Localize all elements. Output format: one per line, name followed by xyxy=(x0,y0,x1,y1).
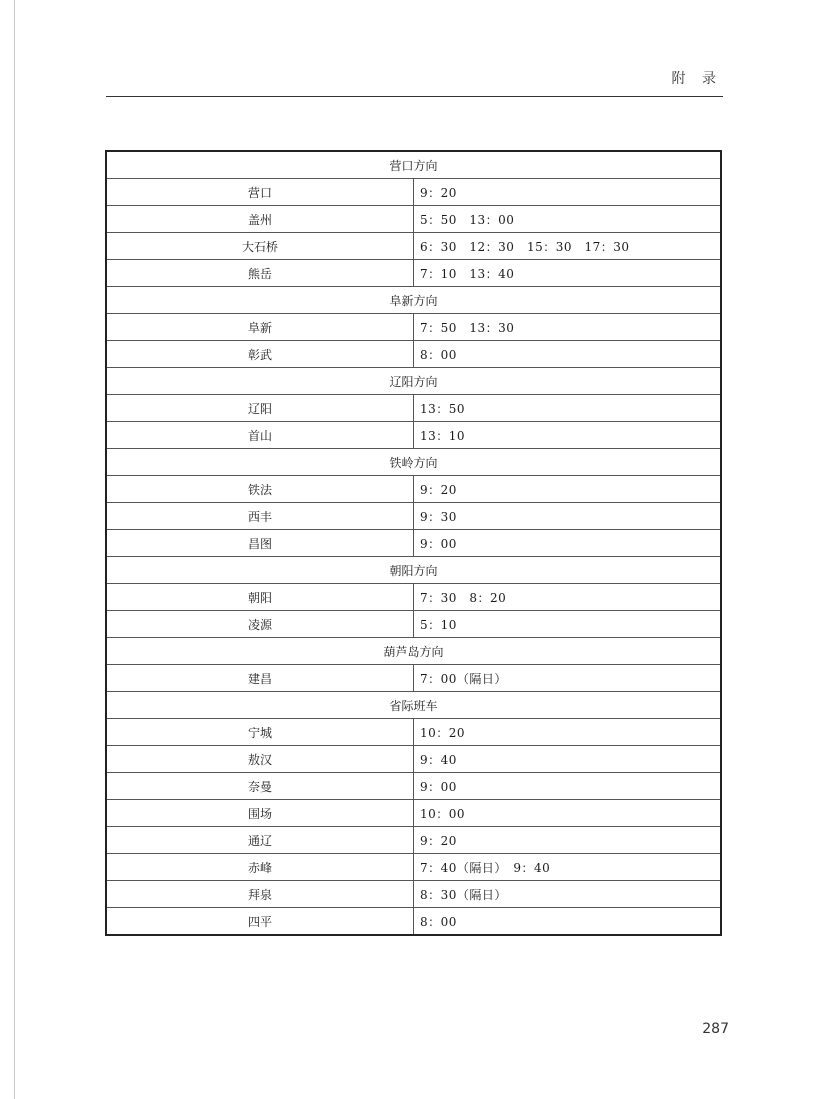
place-cell: 营口 xyxy=(106,179,414,206)
section-header-row xyxy=(106,287,721,314)
place-cell: 宁城 xyxy=(106,719,414,746)
table-row xyxy=(106,746,721,773)
table-row xyxy=(106,611,721,638)
departure-times-cell: 7：30 8：20 xyxy=(414,584,722,611)
page-edge-line xyxy=(14,0,15,1099)
departure-times-cell: 10：00 xyxy=(414,800,722,827)
table-row xyxy=(106,881,721,908)
departure-times-cell: 7：40（隔日） 9：40 xyxy=(414,854,722,881)
departure-times-cell: 7：00（隔日） xyxy=(414,665,722,692)
page-number: 287 xyxy=(702,1021,729,1037)
departure-times-cell: 8：30（隔日） xyxy=(414,881,722,908)
table-row xyxy=(106,908,721,936)
place-cell: 彰武 xyxy=(106,341,414,368)
table-row xyxy=(106,206,721,233)
place-cell: 熊岳 xyxy=(106,260,414,287)
section-title: 阜新方向 xyxy=(106,287,721,314)
section-title: 铁岭方向 xyxy=(106,449,721,476)
departure-times-cell: 9：20 xyxy=(414,179,722,206)
table-row xyxy=(106,422,721,449)
table-row xyxy=(106,584,721,611)
section-header-row xyxy=(106,449,721,476)
departure-times-cell: 9：30 xyxy=(414,503,722,530)
section-title: 朝阳方向 xyxy=(106,557,721,584)
departure-times-cell: 9：20 xyxy=(414,827,722,854)
table-row xyxy=(106,719,721,746)
running-header-title: 附 录 xyxy=(671,71,722,87)
departure-times-cell: 9：20 xyxy=(414,476,722,503)
place-cell: 凌源 xyxy=(106,611,414,638)
section-header-row xyxy=(106,368,721,395)
section-header-row xyxy=(106,638,721,665)
section-title: 葫芦岛方向 xyxy=(106,638,721,665)
table-row xyxy=(106,341,721,368)
place-cell: 大石桥 xyxy=(106,233,414,260)
section-header-row xyxy=(106,692,721,719)
departure-times-cell: 9：00 xyxy=(414,530,722,557)
section-title: 省际班车 xyxy=(106,692,721,719)
table-row xyxy=(106,665,721,692)
place-cell: 西丰 xyxy=(106,503,414,530)
bus-schedule-table xyxy=(105,150,722,936)
table-row xyxy=(106,179,721,206)
place-cell: 奈曼 xyxy=(106,773,414,800)
place-cell: 围场 xyxy=(106,800,414,827)
place-cell: 敖汉 xyxy=(106,746,414,773)
table-row xyxy=(106,530,721,557)
departure-times-cell: 6：30 12：30 15：30 17：30 xyxy=(414,233,722,260)
table-row xyxy=(106,854,721,881)
departure-times-cell: 10：20 xyxy=(414,719,722,746)
section-header-row xyxy=(106,557,721,584)
section-header-row xyxy=(106,151,721,179)
table-row xyxy=(106,503,721,530)
table-row xyxy=(106,476,721,503)
place-cell: 拜泉 xyxy=(106,881,414,908)
departure-times-cell: 13：10 xyxy=(414,422,722,449)
departure-times-cell: 13：50 xyxy=(414,395,722,422)
departure-times-cell: 5：10 xyxy=(414,611,722,638)
departure-times-cell: 7：10 13：40 xyxy=(414,260,722,287)
table-row xyxy=(106,260,721,287)
place-cell: 首山 xyxy=(106,422,414,449)
departure-times-cell: 8：00 xyxy=(414,341,722,368)
departure-times-cell: 9：40 xyxy=(414,746,722,773)
departure-times-cell: 8：00 xyxy=(414,908,722,936)
place-cell: 赤峰 xyxy=(106,854,414,881)
place-cell: 盖州 xyxy=(106,206,414,233)
table-row xyxy=(106,800,721,827)
table-row xyxy=(106,827,721,854)
table-row xyxy=(106,773,721,800)
table-row xyxy=(106,233,721,260)
section-title: 辽阳方向 xyxy=(106,368,721,395)
place-cell: 四平 xyxy=(106,908,414,936)
table-row xyxy=(106,395,721,422)
place-cell: 辽阳 xyxy=(106,395,414,422)
place-cell: 阜新 xyxy=(106,314,414,341)
section-title: 营口方向 xyxy=(106,151,721,179)
departure-times-cell: 5：50 13：00 xyxy=(414,206,722,233)
place-cell: 昌图 xyxy=(106,530,414,557)
place-cell: 建昌 xyxy=(106,665,414,692)
schedule-table-body xyxy=(106,151,721,935)
table-row xyxy=(106,314,721,341)
departure-times-cell: 7：50 13：30 xyxy=(414,314,722,341)
header-rule xyxy=(106,96,723,97)
place-cell: 朝阳 xyxy=(106,584,414,611)
place-cell: 通辽 xyxy=(106,827,414,854)
departure-times-cell: 9：00 xyxy=(414,773,722,800)
place-cell: 铁法 xyxy=(106,476,414,503)
